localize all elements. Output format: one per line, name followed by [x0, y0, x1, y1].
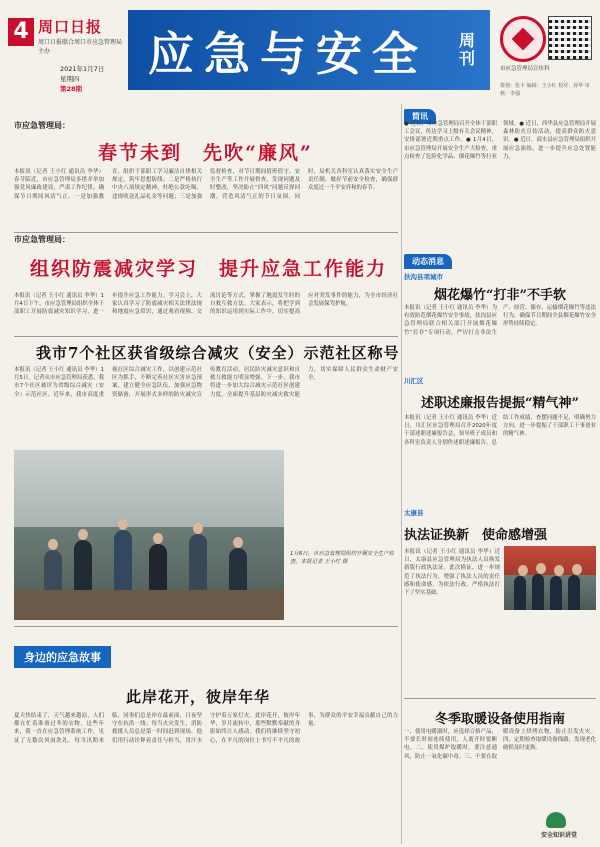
article-body: 本报讯（记者 王小红 通讯员 李华）为有效防范烟花爆竹安全事故，扶沟县应急管理局联合相关部门开展烟花爆竹“打非”专项行动，严厉打击非法生产、经营、储存、运输烟花爆竹等违法行为，确保节日期间全县烟花爆竹安全形势持续稳定。 [404, 305, 596, 336]
publication-date: 2021年1月7日 星期四 第28期 [60, 65, 105, 93]
section-title: 应急与安全 [148, 27, 428, 81]
article-body: 本报讯（记者 王小红 通讯员 李华）近日，太康县应急管理局为执法人员换发新版行政执法证。此次换证，进一步规范了执法行为，增强了执法人员的责任感和使命感，为依法行政、严格执法打下了坚实基础。 [404, 549, 500, 597]
article-new-year [14, 120, 398, 230]
location-label: 太康县 [404, 509, 424, 517]
column-divider [401, 104, 402, 844]
section-tab-news: 动态消息 [404, 254, 452, 269]
article-emergency-story [14, 646, 398, 842]
article-headline: 述职述廉报告提振“精气神” [421, 396, 579, 411]
article-body: 夏天快结束了，天气越来越凉，人们都在忙着准备过冬的衣物。这些年来，我一直在应急管理系统工作，见证了无数次风雨洗礼。每当汛期来临，同事们总是冲在最前面，日夜坚守在抗洪一线；每当火灾发生，消防救援人员总是第一时间赶到现场。他们用行动诠释着责任与担当，用汗水守护着万家灯火。此岸花开，彼岸年华，岁月流转中，那些默默奉献的身影始终让人感动。我们将继续坚守初心，在平凡的岗位上书写不平凡的故事，为群众的平安幸福贡献自己的力量。 [14, 713, 398, 744]
location-label: 扶沟县项城市 [404, 273, 443, 281]
page-number: 4 [8, 18, 34, 46]
masthead [0, 0, 600, 100]
right-column [404, 104, 596, 844]
news-photo-meeting [14, 450, 284, 620]
article-demo-communities [14, 340, 398, 445]
article-body: 本报讯（记者 王小红 通讯员 李华）1月4日下午，市应急管理局组织全体干部职工开展防震减灾知识学习，进一步提升应急工作能力。学习会上，大家认真学习了防震减灾相关法律法规和地震应急常识，通过观看视频、交流讨论等方式，掌握了地震发生时的自救互救方法。大家表示，将把学到的知识运用到实际工作中，切实提高应对突发事件的能力，为全市经济社会发展保驾护航。 [14, 293, 398, 316]
article-body: 本报讯（记者 王小红 通讯员 李华）近日，川汇区应急管理局召开2020年度干部述职述廉报告会，领导班子成员和各科室负责人分别作述职述廉报告，总结工作成绩，查摆问题不足，明确努力方向，进一步提振了干部职工干事创业的精气神。 [404, 415, 596, 446]
article-body: 本报讯（记者 王小红 通讯员 李华）春节临近，市应急管理局多措并举加强党风廉政建设，严肃工作纪律，确保节日期间风清气正。一是加强教育，组织干部职工学习廉洁自律相关规定，筑牢思想防线；二是严格执行中央八项规定精神，杜绝公款吃喝、违规收送礼品礼金等问题；三是加强监督检查，对节日期间值班值守、安全生产等工作开展督查，发现问题及时整改，坚决防止“四风”问题反弹回潮，营造风清气正的节日氛围。同时，局机关各科室认真落实安全生产责任制，做好节前安全检查，确保群众度过一个平安祥和的春节。 [14, 169, 398, 200]
emergency-emblem-icon [500, 16, 546, 62]
article-body: 一、使用电暖器时，应选择合格产品，不要长时间连续使用，人离开时要断电。二、使用煤炉取暖时，要注意通风，防止一氧化碳中毒。三、不要在取暖设备上烘烤衣物，防止引发火灾。四、定期检查取暖设备线路，发现老化破损及时更换。 [404, 729, 596, 760]
hands-heart-icon [546, 812, 566, 828]
qr-code-icon [548, 16, 592, 60]
story-section-label: 身边的应急故事 [14, 646, 111, 668]
briefs-body: ● 近日，市应急管理局召开全体干部职工会议，传达学习上级有关会议精神，安排部署近期重点工作。● 1月4日，市应急管理局开展安全生产大检查，重点检查了危险化学品、烟花爆竹等行业领域。● 近日，西华县应急管理局开展森林防火宣传活动，提高群众防火意识。● 近日，商水县应急管理局组织开展应急演练，进一步提升应急处置能力。 [404, 121, 596, 160]
paper-name: 周口日报 [38, 18, 103, 36]
section-tab-briefs: 简讯 [404, 109, 436, 124]
staff-credits: 策划：张丰 编辑：王小红 校对：孙华 审核：李强 [500, 83, 590, 97]
article-headline: 组织防震减灾学习 提升应急工作能力 [30, 258, 388, 280]
safety-knowledge-badge: 安全知识讲堂 [522, 812, 596, 840]
article-kicker: 市应急管理局： [14, 234, 70, 244]
article-headline: 烟花爆竹“打非”不手软 [434, 288, 566, 303]
article-headline: 我市7个社区获省级综合减灾（安全）示范社区称号 [36, 344, 400, 362]
photo-caption: 1月6日，市应急管理局组织开展安全生产检查。本报记者 王小红 摄 [290, 551, 394, 566]
location-label: 川汇区 [404, 377, 424, 385]
news-photo-uniforms [504, 546, 596, 610]
department-label: 市应急管理局宣传科 [500, 66, 550, 72]
article-headline: 春节未到 先吹“廉风” [98, 142, 313, 164]
editor-lines: 周口日报联合周口市应急管理局 主办 [38, 39, 123, 55]
article-headline: 冬季取暖设备使用指南 [434, 712, 565, 727]
section-tag: 周刊 [458, 31, 475, 68]
article-body: 本报讯（记者 王小红 通讯员 李华）1月5日，记者从市应急管理局获悉，我市7个社区被评为省级综合减灾（安全）示范社区。近年来，我市高度重视社区综合减灾工作，以创建示范社区为抓手，不断完善社区灾害应急预案，建立健全应急队伍，加强应急物资储备，开展形式多样的防灾减灾宣传教育活动，居民防灾减灾意识和自救互救能力明显增强。下一步，我市将进一步加大综合减灾示范社区创建力度，全面提升基层防灾减灾救灾能力，切实保障人民群众生命财产安全。 [14, 367, 398, 398]
article-headline: 此岸花开，彼岸年华 [126, 688, 271, 706]
article-earthquake-study [14, 234, 398, 334]
article-headline: 执法证换新 使命感增强 [404, 528, 548, 543]
section-banner [128, 10, 490, 90]
article-kicker: 市应急管理局： [14, 120, 70, 130]
